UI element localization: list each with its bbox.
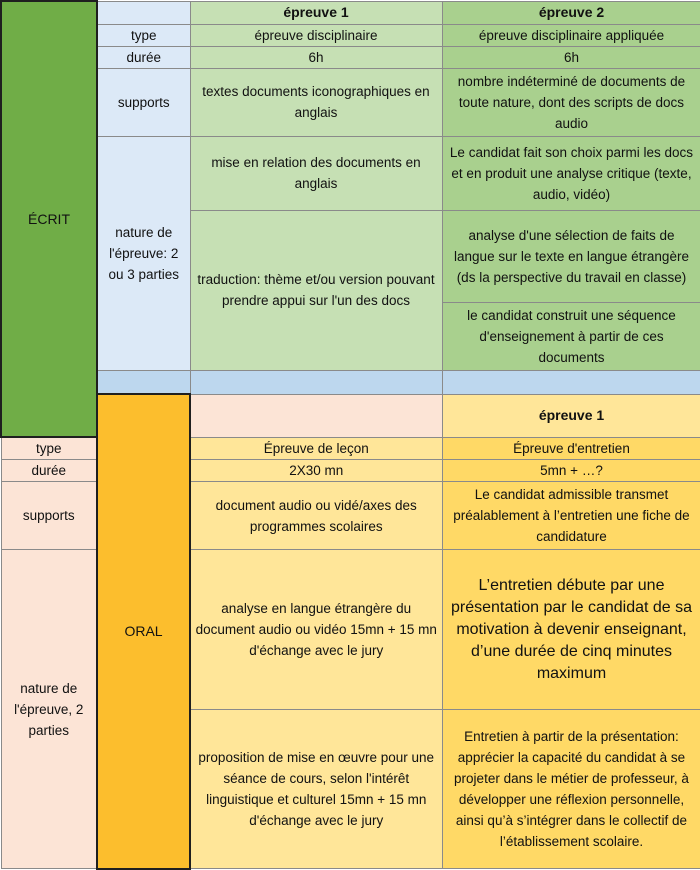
ecrit-type-epreuve-1: épreuve disciplinaire [190,24,442,46]
ecrit-duree-label: durée [97,46,190,68]
oral-nature-part2-epreuve-2: Entretien à partir de la présentation: apprécier la capacité du candidat à se projeter dans le métier de professeur, à développer une réflexion personnelle, ainsi qu’à s’intégrer dans le collectif de l’établissement scolaire. [442,710,700,869]
oral-nature-part1-epreuve-2: L’entretien débute par une présentation par le candidat de sa motivation à devenir enseignant, d’une durée de cinq minutes maximum [442,550,700,710]
ecrit-nature-part2a-epreuve-2: analyse d'une sélection de faits de langue sur le texte en langue étrangère (ds la perspective du travail en classe) [442,210,700,302]
ecrit-header-epreuve-1: épreuve 1 [190,1,442,24]
oral-duree-epreuve-2: 5mn + …? [442,460,700,482]
oral-duree-label: durée [1,460,97,482]
oral-type-epreuve-1: Épreuve de leçon [190,437,442,460]
separator-cell [190,370,442,394]
ecrit-nature-label: nature de l'épreuve: 2 ou 3 parties [97,136,190,370]
ecrit-supports-epreuve-1: textes documents iconographiques en anglais [190,68,442,136]
oral-header-epreuve-1: épreuve 1 [442,394,700,437]
ecrit-type-epreuve-2: épreuve disciplinaire appliquée [442,24,700,46]
ecrit-nature-part1-epreuve-2: Le candidat fait son choix parmi les docs et en produit une analyse critique (texte, audio, vidéo) [442,136,700,210]
oral-supports-epreuve-1: document audio ou vidé/axes des programmes scolaires [190,482,442,550]
ecrit-header-epreuve-2: épreuve 2 [442,1,700,24]
ecrit-supports-epreuve-2: nombre indéterminé de documents de toute nature, dont des scripts de docs audio [442,68,700,136]
separator-cell [97,370,190,394]
oral-supports-epreuve-2: Le candidat admissible transmet préalablement à l’entretien une fiche de candidature [442,482,700,550]
ecrit-duree-epreuve-2: 6h [442,46,700,68]
oral-type-epreuve-2: Épreuve d'entretien [442,437,700,460]
ecrit-header-label-cell [97,1,190,24]
oral-nature-label: nature de l'épreuve, 2 parties [1,550,97,869]
ecrit-nature-part1-epreuve-1: mise en relation des documents en anglais [190,136,442,210]
ecrit-nature-part2b-epreuve-2: le candidat construit une séquence d'enseignement à partir de ces documents [442,302,700,370]
ecrit-nature-part2-epreuve-1: traduction: thème et/ou version pouvant prendre appui sur l'un des docs [190,210,442,370]
ecrit-supports-label: supports [97,68,190,136]
oral-type-label: type [1,437,97,460]
oral-nature-part1-epreuve-1: analyse en langue étrangère du document audio ou vidéo 15mn + 15 mn d'échange avec le jury [190,550,442,710]
separator-cell [442,370,700,394]
oral-duree-epreuve-1: 2X30 mn [190,460,442,482]
oral-supports-label: supports [1,482,97,550]
oral-header-label-cell [190,394,442,437]
ecrit-duree-epreuve-1: 6h [190,46,442,68]
ecrit-type-label: type [97,24,190,46]
oral-section-label: ORAL [97,394,190,869]
oral-nature-part2-epreuve-1: proposition de mise en œuvre pour une séance de cours, selon l'intérêt linguistique et culturel 15mn + 15 mn d'échange avec le jury [190,710,442,869]
ecrit-section-label: ÉCRIT [1,1,97,437]
